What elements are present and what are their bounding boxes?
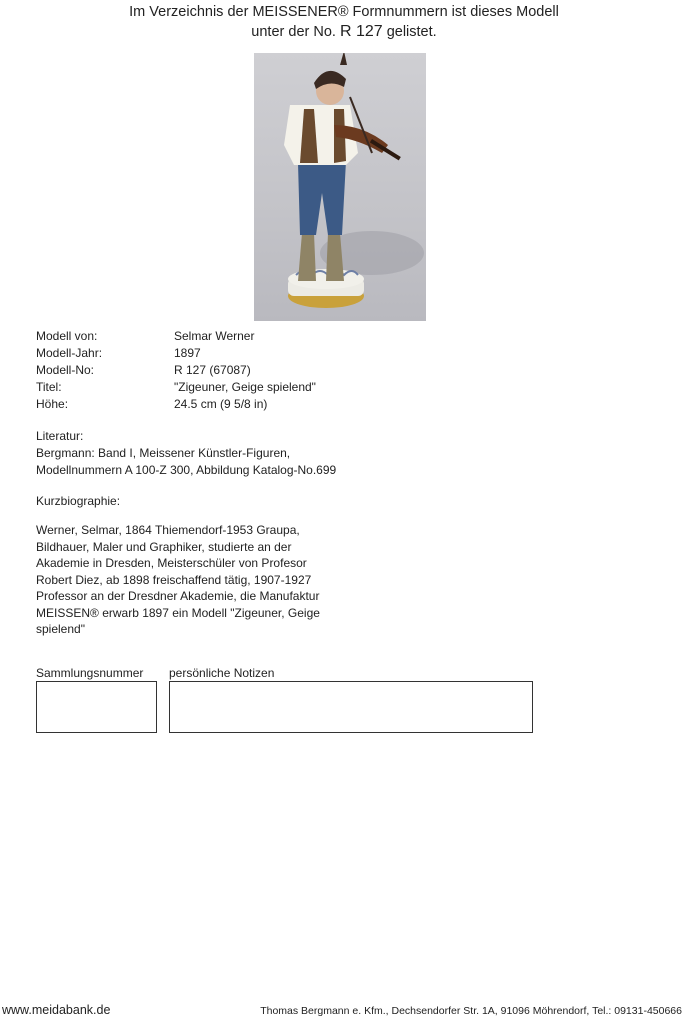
detail-row-titel	[36, 379, 316, 396]
detail-row-modell-von	[36, 328, 316, 345]
bio-line: MEISSEN® erwarb 1897 ein Modell "Zigeuner, Geige	[36, 605, 320, 620]
kurzbiographie-text	[36, 522, 336, 638]
detail-row-hoehe	[36, 396, 316, 413]
figurine-photo	[254, 53, 426, 321]
kurzbiographie-heading: Kurzbiographie:	[36, 494, 121, 508]
detail-label: Modell-Jahr:	[36, 346, 103, 360]
notizen-field[interactable]	[169, 681, 533, 733]
header-line-1: Im Verzeichnis der MEISSENER® Formnummern ist dieses Modell	[129, 4, 559, 20]
bio-line: spielend"	[36, 622, 85, 636]
detail-label: Höhe:	[36, 397, 69, 411]
detail-label: Modell von:	[36, 329, 98, 343]
model-details	[36, 328, 316, 413]
sammlungsnummer-label: Sammlungsnummer	[36, 666, 144, 680]
header-line-2-prefix: unter der No.	[251, 24, 336, 40]
header-line-2	[0, 22, 688, 42]
header-model-number: R 127	[339, 23, 383, 40]
footer-website[interactable]: www.meidabank.de	[2, 1003, 111, 1017]
bio-line: Robert Diez, ab 1898 freischaffend tätig, 1907-1927	[36, 572, 312, 587]
detail-row-modell-jahr	[36, 345, 316, 362]
figurine-illustration	[254, 53, 426, 321]
header-text	[0, 2, 688, 42]
literatur-section	[36, 428, 376, 479]
header-line-2-suffix: gelistet.	[386, 24, 437, 40]
detail-value: 24.5 cm (9 5/8 in)	[174, 397, 268, 411]
bio-line: Bildhauer, Maler und Graphiker, studierte an der	[36, 539, 292, 554]
detail-value: R 127 (67087)	[174, 363, 251, 377]
detail-value: 1897	[174, 346, 201, 360]
detail-row-modell-no	[36, 362, 316, 379]
sammlungsnummer-field[interactable]	[36, 681, 157, 733]
bio-line: Professor an der Dresdner Akademie, die Manufaktur	[36, 589, 320, 603]
bio-line: Werner, Selmar, 1864 Thiemendorf-1953 Graupa,	[36, 523, 300, 537]
bio-line: Akademie in Dresden, Meisterschüler von Profesor	[36, 556, 307, 570]
literatur-line-1: Bergmann: Band I, Meissener Künstler-Figuren,	[36, 446, 291, 460]
detail-label: Titel:	[36, 380, 62, 394]
notizen-label: persönliche Notizen	[169, 666, 275, 680]
literatur-line-2: Modellnummern A 100-Z 300, Abbildung Katalog-No.699	[36, 463, 337, 477]
detail-label: Modell-No:	[36, 363, 95, 377]
footer-address: Thomas Bergmann e. Kfm., Dechsendorfer Str. 1A, 91096 Möhrendorf, Tel.: 09131-450666	[260, 1005, 682, 1017]
detail-value: "Zigeuner, Geige spielend"	[174, 380, 316, 394]
detail-value: Selmar Werner	[174, 329, 255, 343]
literatur-heading: Literatur:	[36, 429, 84, 443]
